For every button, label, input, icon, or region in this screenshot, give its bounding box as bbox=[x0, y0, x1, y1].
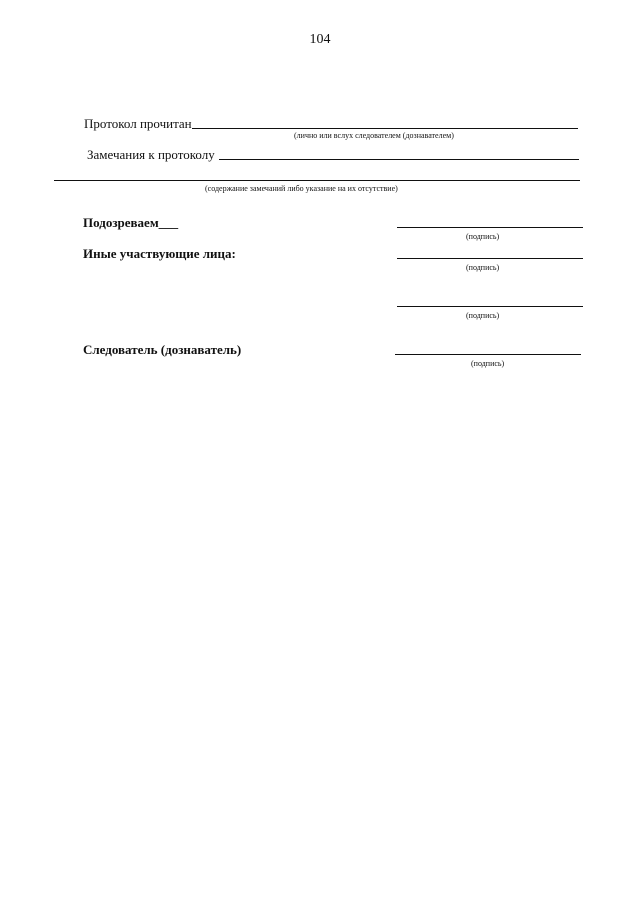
remarks-line[interactable] bbox=[219, 159, 579, 160]
investigator-label: Следователь (дознаватель) bbox=[83, 342, 242, 357]
remarks-label: Замечания к протоколу bbox=[87, 147, 215, 162]
suspect-signature-line[interactable] bbox=[397, 227, 583, 228]
protocol-read-line[interactable] bbox=[192, 128, 578, 129]
suspect-signature-caption: (подпись) bbox=[466, 232, 500, 241]
participant-1-signature-line[interactable] bbox=[397, 258, 583, 259]
investigator-signature-caption: (подпись) bbox=[471, 359, 505, 368]
participant-2-signature-caption: (подпись) bbox=[466, 311, 500, 320]
remarks-caption: (содержание замечаний либо указание на их отсутствие) bbox=[205, 184, 398, 193]
participant-1-signature-caption: (подпись) bbox=[466, 263, 500, 272]
protocol-read-caption: (лично или вслух следователем (дознавателем) bbox=[294, 131, 454, 140]
participant-2-signature-line[interactable] bbox=[397, 306, 583, 307]
investigator-signature-line[interactable] bbox=[395, 354, 581, 355]
remarks-full-line[interactable] bbox=[54, 180, 580, 181]
page-number: 104 bbox=[309, 32, 331, 47]
other-participants-label: Иные участвующие лица: bbox=[83, 246, 236, 261]
suspect-label: Подозреваем___ bbox=[83, 215, 179, 230]
protocol-read-label: Протокол прочитан bbox=[84, 116, 192, 131]
